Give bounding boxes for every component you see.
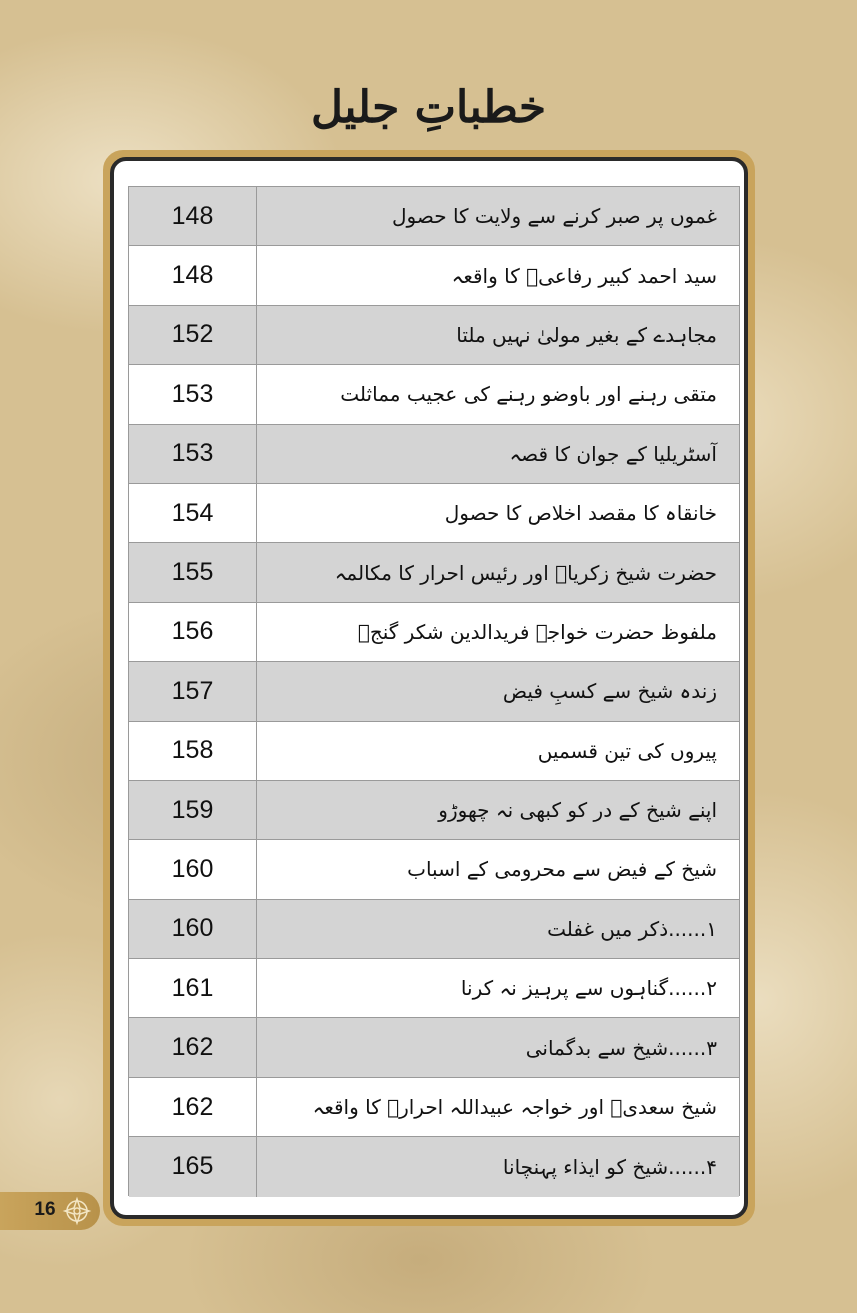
toc-entry-title: آسٹریلیا کے جوان کا قصہ xyxy=(509,441,717,466)
table-row xyxy=(129,306,739,365)
toc-entry-title: متقی رہنے اور باوضو رہنے کی عجیب مماثلت xyxy=(340,382,717,407)
toc-entry-title: شیخ کے فیض سے محرومی کے اسباب xyxy=(407,857,717,882)
toc-page-number: 155 xyxy=(129,543,257,601)
toc-entry-title: پیروں کی تین قسمیں xyxy=(537,738,717,763)
table-row xyxy=(129,484,739,543)
page-number: 16 xyxy=(34,1199,56,1220)
book-title: خطباتِ جلیل xyxy=(310,82,547,133)
table-row xyxy=(129,900,739,959)
toc-entry-title: شیخ سعدیؒ اور خواجہ عبیداللہ احرارؒ کا واقعہ xyxy=(312,1095,717,1120)
table-row xyxy=(129,187,739,246)
toc-page-number: 160 xyxy=(129,840,257,898)
toc-entry-title: ۲......گناہوں سے پرہیز نہ کرنا xyxy=(460,976,717,1001)
toc-page-number: 158 xyxy=(129,722,257,780)
toc-page-number: 162 xyxy=(129,1078,257,1136)
table-row xyxy=(129,1137,739,1196)
toc-page-number: 153 xyxy=(129,425,257,483)
table-row xyxy=(129,543,739,602)
toc-page-number: 156 xyxy=(129,603,257,661)
toc-page-number: 157 xyxy=(129,662,257,720)
table-row xyxy=(129,781,739,840)
table-row xyxy=(129,662,739,721)
table-of-contents xyxy=(128,186,740,1196)
toc-entry-title: حضرت شیخ زکریاؒ اور رئیس احرار کا مکالمہ xyxy=(334,560,717,585)
table-row xyxy=(129,840,739,899)
table-row xyxy=(129,1078,739,1137)
toc-entry-title: خانقاہ کا مقصد اخلاص کا حصول xyxy=(444,501,717,526)
table-row xyxy=(129,959,739,1018)
ornament-icon xyxy=(62,1196,92,1226)
table-row xyxy=(129,365,739,424)
toc-entry-title: اپنے شیخ کے در کو کبھی نہ چھوڑو xyxy=(438,798,717,823)
toc-page-number: 165 xyxy=(129,1137,257,1196)
toc-page-number: 161 xyxy=(129,959,257,1017)
toc-entry-title: ۳......شیخ سے بدگمانی xyxy=(525,1035,717,1060)
toc-entry-title: غموں پر صبر کرنے سے ولایت کا حصول xyxy=(392,204,717,229)
toc-page-number: 148 xyxy=(129,187,257,245)
table-row xyxy=(129,425,739,484)
table-row xyxy=(129,1018,739,1077)
toc-page-number: 152 xyxy=(129,306,257,364)
toc-entry-title: مجاہدے کے بغیر مولیٰ نہیں ملتا xyxy=(456,322,717,347)
toc-entry-title: زندہ شیخ سے کسبِ فیض xyxy=(502,679,717,704)
toc-page-number: 148 xyxy=(129,246,257,304)
content-frame xyxy=(103,150,755,1226)
toc-page-number: 162 xyxy=(129,1018,257,1076)
toc-page-number: 159 xyxy=(129,781,257,839)
toc-entry-title: ۴......شیخ کو ایذاء پہنچانا xyxy=(502,1154,717,1179)
toc-page-number: 160 xyxy=(129,900,257,958)
table-row xyxy=(129,246,739,305)
table-row xyxy=(129,603,739,662)
toc-entry-title: سید احمد کبیر رفاعیؒ کا واقعہ xyxy=(451,263,717,288)
toc-entry-title: ۱......ذکر میں غفلت xyxy=(547,916,717,941)
toc-page-number: 153 xyxy=(129,365,257,423)
toc-entry-title: ملفوظ حضرت خواجہ فریدالدین شکر گنجؒ xyxy=(357,619,717,644)
content-frame-inner xyxy=(110,157,748,1219)
table-row xyxy=(129,722,739,781)
toc-page-number: 154 xyxy=(129,484,257,542)
